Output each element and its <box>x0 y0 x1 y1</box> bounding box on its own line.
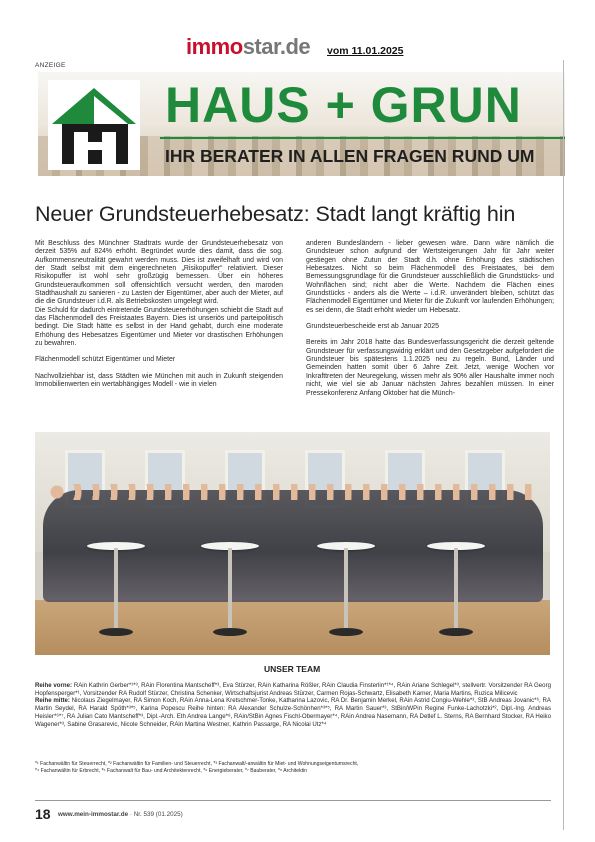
article-paragraph: Nachvollziehbar ist, dass Städten wie München mit auch in Zukunft steigenden Immobilienwerten ein wertabhängiges Modell - wie in vielen <box>35 372 283 389</box>
article-paragraph: Mit Beschluss des Münchner Stadtrats wurde der Grundsteuerhebesatz von derzeit 535% auf 824% erhöht. Begründet wurde dies damit, dass die sog. Aufkommensneutralität gewahrt werden muss. Dies ist zweifelhaft und wird von der Stadt selbst mit dem eingerechneten „Risikopuffer“ relativiert. Dieser Risikopuffer ist wohl sehr großzügig bemessen. Über ein höheres Grundsteueraufkommen soll offensichtlich versucht werden, den maroden Stadthaushalt zu sanieren - zu Lasten der Eigentümer, aber auch der Mieter, auf die die Grundsteuer i.d.R. als Betriebskosten umgelegt wird. Die Schuld für dadurch eintretende Grundsteuererhöhungen schiebt die Stadt auf das Flächenmodell des Freistaates Bayern. Dies ist unseriös und parteipolitisch bedingt. Die Stadt hätte es selbst in der Hand gehabt, durch eine moderate Erhöhung des Hebesatzes Eigentümer und Mieter vor drastischen Erhöhungen zu bewahren. <box>35 240 283 348</box>
article-subheading: Flächenmodell schützt Eigentümer und Mieter <box>35 356 176 364</box>
footer-info <box>58 811 183 818</box>
brand-logo <box>186 34 310 60</box>
brand-part-2: star.de <box>242 34 311 59</box>
photo-table-leg <box>228 548 232 630</box>
photo-faces <box>49 484 539 500</box>
team-row-middle <box>35 697 551 728</box>
article-column-right <box>306 240 554 406</box>
footnotes <box>35 761 551 775</box>
banner-title: HAUS + GRUN <box>165 77 522 133</box>
photo-table-leg <box>344 548 348 630</box>
photo-table-base <box>99 628 133 636</box>
photo-table-leg <box>454 548 458 630</box>
team-caption <box>35 682 551 728</box>
banner-subtitle: IHR BERATER IN ALLEN FRAGEN RUND UM <box>165 146 535 166</box>
footer-rule <box>35 800 551 801</box>
team-row-front <box>35 682 551 697</box>
issue-date: vom 11.01.2025 <box>327 45 404 57</box>
footnote-line: *⁴ Fachanwältin für Erbrecht, *⁵ Fachanwalt für Bau- und Architektenrecht, *⁶ Energieberater, *⁷ Bauberater, *⁸ Architektin <box>35 768 308 774</box>
team-photo <box>35 432 550 655</box>
article-column-left <box>35 240 283 398</box>
photo-table-base <box>329 628 363 636</box>
banner-rule <box>160 137 565 139</box>
team-row-names: RAin Kathrin Gerber*¹*³, RAin Florentina Mantscheff*³, Eva Stürzer, RAin Katharina Rößler, RAin Claudia Finsterlin*¹*⁴, RAin Ariane Schlegel*³, stellvertr. Vorsitzender RA Georg Hopfensperger*¹, Vorsitzender RA Rudolf Stürzer, Christina Schenker, Wirtschaftsjurist Andreas Stürzer, Carmen Rojas-Schwartz, Elisabeth Karner, Maria Martins, Ruzica Milicevic <box>35 682 551 697</box>
photo-table-base <box>213 628 247 636</box>
article-paragraph: Bereits im Jahr 2018 hatte das Bundesverfassungsgericht die derzeit geltende Grundsteuer für verfassungswidrig erklärt und den Gesetzgeber aufgefordert die Grundsteuer bis spätestens 1.1.2025 neu zu regeln. Bund, Länder und Gemeinden hatten somit über 6 Jahre Zeit. Jetzt, wenige Wochen vor Inkrafttreten der Neuregelung, wissen mehr als 90% aller Haushalte immer noch nicht, wie viel sie ab Januar nächsten Jahres bezahlen müssen. In einer Pressekonferenz Anfang Oktober hat die Münch- <box>306 339 554 397</box>
page-number: 18 <box>35 806 51 822</box>
team-row-label: Reihe mitte: <box>35 697 70 705</box>
team-row-label: Reihe vorne: <box>35 682 73 689</box>
photo-table-base <box>439 628 473 636</box>
photo-table-leg <box>114 548 118 630</box>
footnote-line: *¹ Fachanwältin für Steuerrecht, *² Fachanwältin für Familien- und Steuerrecht, *³ Fachanwalt/-anwältin für Miet- und Wohnungseigentumsrecht, <box>35 761 359 767</box>
brand-part-1: immo <box>186 34 243 59</box>
footer-issue: · Nr. 539 (01.2025) <box>129 811 183 818</box>
house-logo-icon <box>48 80 140 170</box>
page-edge-rule <box>563 60 564 830</box>
article-headline: Neuer Grundsteuerhebesatz: Stadt langt kräftig hin <box>35 202 516 226</box>
footer-site-link[interactable]: www.mein-immostar.de <box>58 811 129 818</box>
article-paragraph: anderen Bundesländern - lieber gewesen wäre. Dann wäre nämlich die Grundsteuer schon aufgrund der Wertsteigerungen Jahr für Jahr weiter gestiegen ohne Zutun der Stadt d.h. ohne Erhöhung des städtischen Hebesatzes. Nicht so beim Flächenmodell des Freistaates, bei dem Bemessungsgrundlage für die Grundsteuer ausschließlich die Grundstücks- und Wohnflächen sind; nicht aber die Werte. Nachdem die Flächen eines Grundstücks - anders als die Werte – i.d.R. unverändert bleiben, schützt das Flächenmodell Eigentümer und Mieter für die Zukunft vor laufenden Erhöhungen; es sei denn, die Stadt erhöht wieder um Hebesatz. <box>306 240 554 314</box>
article-subheading: Grundsteuerbescheide erst ab Januar 2025 <box>306 323 439 331</box>
team-heading: UNSER TEAM <box>264 664 321 674</box>
ad-label: ANZEIGE <box>35 62 66 69</box>
team-row-names: Nicolaus Ziegelmayer, RA Simon Koch, RAin Anna-Lena Kretschmer-Tonke, Katharina Lazovic, RA Dr. Benjamin Merkel, RAin Astrid Congiu-Wehle*³, StB Andreas Jovanic*⁶, RA Martin Seydel, RA Harald Spöth*³*⁵, Karina Popescu Reihe hinten: RA Alexander Schulze-Schönhen*³*⁵, RA Martin Sauer*³, StBin/WPin Regine Funke-Lachotzki*², Dipl.-Ing. Andreas Heisler*⁶*⁷, RA Julian Cato Mantscheff*³, Dipl.-Arch. Eth Andrea Lange*⁸, RAin/StBin Agnes Fischl-Obermayer*⁴, RAin Andrea Nasemann, RA Detlef L. Sterns, RA Bernhard Stocker, RA Heiko Wagener*³, Sabine Grasarevic, Nicole Schneider, RAin Martina Westner, Kathrin Passarge, RA Nicolai Utz*⁴ <box>35 697 551 728</box>
